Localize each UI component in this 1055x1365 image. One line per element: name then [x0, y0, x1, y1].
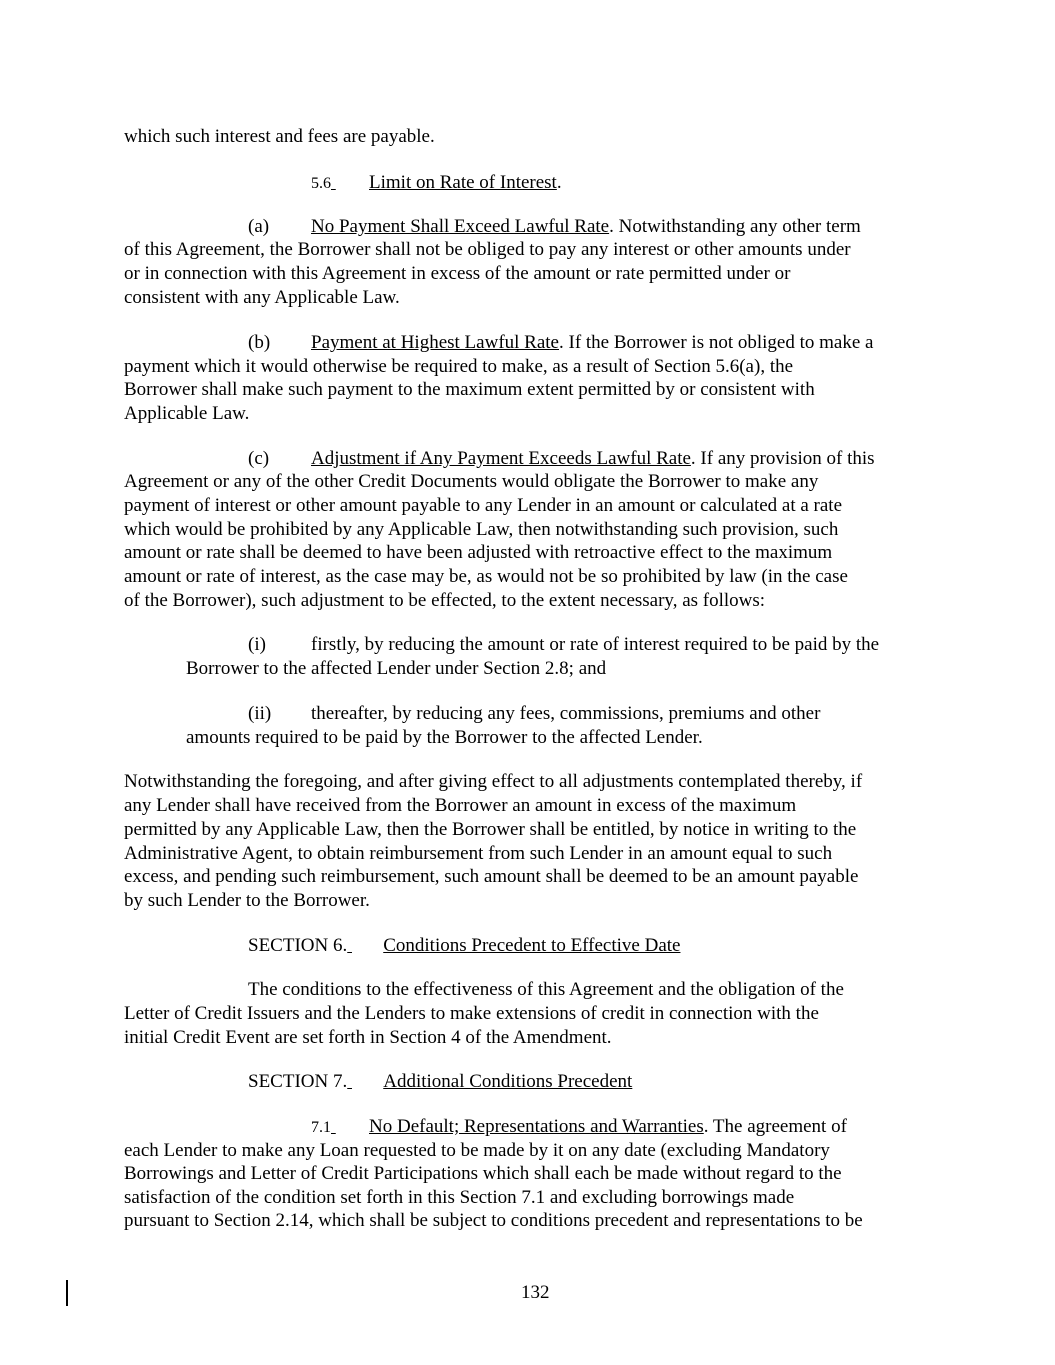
- clause-a-label: (a): [248, 216, 270, 237]
- paragraph-line: Agreement or any of the other Credit Documents would obligate the Borrower to make any: [124, 471, 819, 492]
- paragraph-line: any Lender shall have received from the Borrower an amount in excess of the maximum: [124, 795, 797, 816]
- paragraph-line: consistent with any Applicable Law.: [124, 287, 400, 308]
- paragraph-line: pursuant to Section 2.14, which shall be subject to conditions precedent and representations to be: [124, 1210, 863, 1231]
- item-ii-label: (ii): [248, 703, 272, 724]
- heading-rule: [347, 1070, 383, 1094]
- paragraph-line: of the Borrower), such adjustment to be effected, to the extent necessary, as follows:: [124, 590, 766, 611]
- clause-a-text: . Notwithstanding any other term: [609, 216, 861, 237]
- section-6-heading: [248, 934, 680, 958]
- section-7-1-heading: [311, 1115, 847, 1140]
- paragraph-line: Letter of Credit Issuers and the Lenders to make extensions of credit in connection with the: [124, 1003, 819, 1024]
- section-5-6-heading: [311, 171, 562, 196]
- paragraph-line: payment of interest or other amount payable to any Lender in an amount or calculated at a rate: [124, 495, 843, 516]
- section-title: Conditions Precedent to Effective Date: [383, 935, 681, 956]
- paragraph-line: Notwithstanding the foregoing, and after giving effect to all adjustments contemplated thereby, if: [124, 771, 863, 792]
- paragraph-line: of this Agreement, the Borrower shall not be obliged to pay any interest or other amounts under: [124, 239, 851, 260]
- section-label: SECTION 6.: [248, 935, 348, 956]
- paragraph-line: excess, and pending such reimbursement, such amount shall be deemed to be an amount payable: [124, 866, 859, 887]
- section-title: Limit on Rate of Interest: [369, 172, 557, 193]
- item-i-text: Borrower to the affected Lender under Section 2.8; and: [186, 658, 607, 679]
- paragraph-line: Borrower shall make such payment to the maximum extent permitted by or consistent with: [124, 379, 815, 400]
- clause-b-label: (b): [248, 332, 271, 353]
- section-7-heading: [248, 1070, 632, 1094]
- paragraph-line: Applicable Law.: [124, 403, 250, 424]
- paragraph-line: satisfaction of the condition set forth in this Section 7.1 and excluding borrowings made: [124, 1187, 795, 1208]
- paragraph-line: Administrative Agent, to obtain reimbursement from such Lender in an amount equal to such: [124, 843, 833, 864]
- paragraph-line: by such Lender to the Borrower.: [124, 890, 370, 911]
- paragraph-line: which would be prohibited by any Applicable Law, then notwithstanding such provision, such: [124, 519, 839, 540]
- paragraph-line: each Lender to make any Loan requested to be made by it on any date (excluding Mandatory: [124, 1140, 830, 1161]
- clause-c-first-line: [311, 447, 875, 471]
- paragraph-line: which such interest and fees are payable.: [124, 126, 435, 147]
- paragraph-line: The conditions to the effectiveness of this Agreement and the obligation of the: [248, 979, 844, 1000]
- clause-a-heading: No Payment Shall Exceed Lawful Rate: [311, 216, 610, 237]
- clause-b-text: . If the Borrower is not obliged to make a: [559, 332, 874, 353]
- paragraph-line: permitted by any Applicable Law, then the Borrower shall be entitled, by notice in writing to the: [124, 819, 857, 840]
- clause-b-first-line: [311, 331, 873, 355]
- heading-rule: [331, 171, 369, 195]
- paragraph-line: Borrowings and Letter of Credit Participations which shall each be made without regard to the: [124, 1163, 842, 1184]
- section-label: SECTION 7.: [248, 1071, 348, 1092]
- paragraph-line: payment which it would otherwise be required to make, as a result of Section 5.6(a), the: [124, 356, 794, 377]
- change-bar: [66, 1280, 68, 1306]
- paragraph-line: amount or rate shall be deemed to have been adjusted with retroactive effect to the maximum: [124, 542, 833, 563]
- heading-period: .: [556, 172, 562, 193]
- clause-c-heading: Adjustment if Any Payment Exceeds Lawful Rate: [311, 448, 691, 469]
- section-number: 5.6: [311, 175, 331, 192]
- item-ii-text: thereafter, by reducing any fees, commissions, premiums and other: [311, 703, 821, 724]
- paragraph-line: or in connection with this Agreement in excess of the amount or rate permitted under or: [124, 263, 791, 284]
- clause-b-heading: Payment at Highest Lawful Rate: [311, 332, 559, 353]
- page-number: 132: [521, 1282, 550, 1303]
- item-i-label: (i): [248, 634, 266, 655]
- clause-a-first-line: [311, 215, 861, 239]
- clause-c-text: . If any provision of this: [690, 448, 875, 469]
- heading-rule: [347, 934, 383, 958]
- section-number: 7.1: [311, 1119, 331, 1136]
- heading-rule: [331, 1115, 369, 1139]
- paragraph-line: initial Credit Event are set forth in Section 4 of the Amendment.: [124, 1027, 612, 1048]
- item-i-text: firstly, by reducing the amount or rate of interest required to be paid by the: [311, 634, 880, 655]
- clause-c-label: (c): [248, 448, 270, 469]
- item-ii-text: amounts required to be paid by the Borrower to the affected Lender.: [186, 727, 703, 748]
- section-title: Additional Conditions Precedent: [383, 1071, 633, 1092]
- section-7-1-title: No Default; Representations and Warranties: [369, 1116, 704, 1137]
- paragraph-line: amount or rate of interest, as the case may be, as would not be so prohibited by law (in the case: [124, 566, 848, 587]
- section-7-1-text: . The agreement of: [703, 1116, 847, 1137]
